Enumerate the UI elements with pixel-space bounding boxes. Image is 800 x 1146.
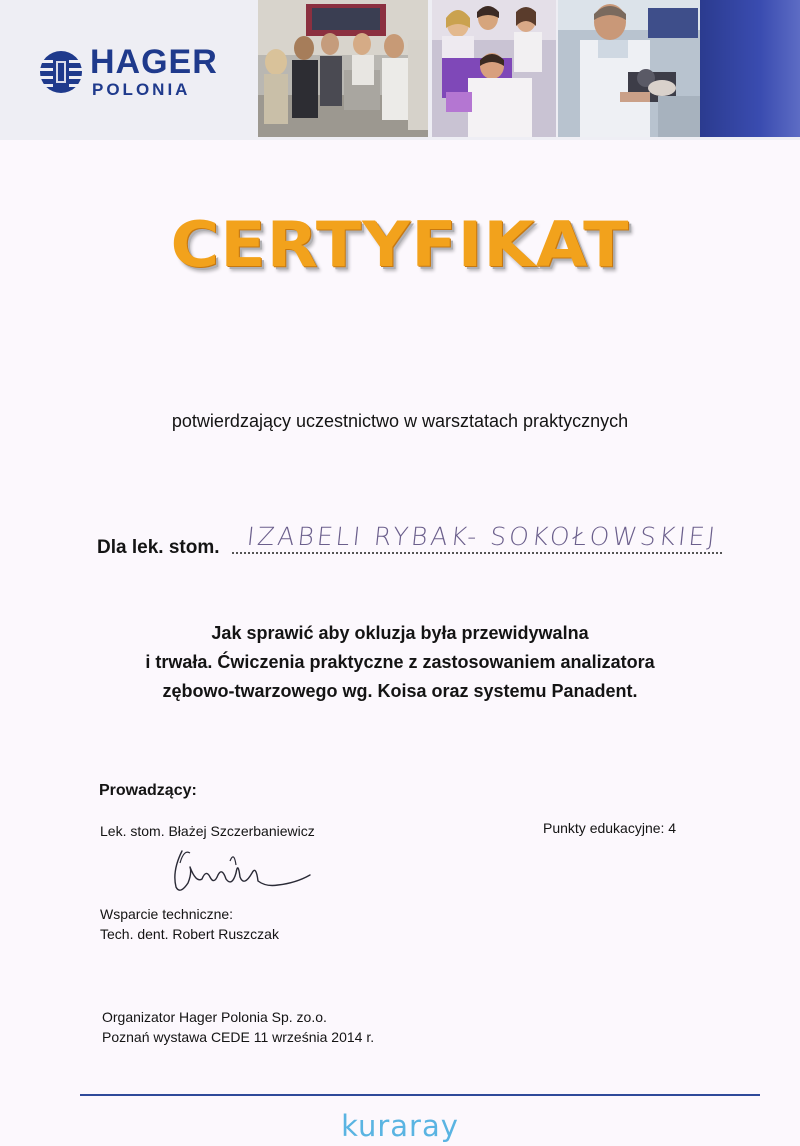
hager-globe-icon	[38, 49, 84, 95]
support-name: Tech. dent. Robert Ruszczak	[100, 926, 279, 942]
dotted-fill-line	[232, 552, 722, 554]
organizer-location-date: Poznań wystawa CEDE 11 września 2014 r.	[102, 1029, 375, 1045]
brand-name: HAGER	[90, 43, 218, 81]
certificate-subtitle: potwierdzający uczestnictwo w warsztatach praktycznych	[171, 411, 629, 431]
recipient-label: Dla lek. stom.	[97, 537, 220, 558]
lead-heading: Prowadzący:	[99, 782, 197, 799]
workshop-line: Jak sprawić aby okluzja była przewidywalna	[211, 623, 589, 643]
kuraray-logo: kuraray	[341, 1109, 459, 1143]
workshop-line: zębowo-twarzowego wg. Koisa oraz systemu Panadent.	[162, 681, 638, 701]
hager-polonia-logo	[38, 45, 238, 100]
footer-divider	[80, 1094, 760, 1096]
certificate-title: CERTYFIKAT	[170, 208, 630, 281]
header-band	[0, 0, 800, 140]
support-heading: Wsparcie techniczne:	[100, 906, 234, 922]
header-blue-strip	[700, 0, 800, 137]
workshop-line: i trwała. Ćwiczenia praktyczne z zastosowaniem analizatora	[145, 652, 655, 672]
instructor-with-articulator-photo	[558, 0, 700, 137]
lead-signature	[170, 843, 318, 903]
recipient-line	[97, 522, 757, 572]
dental-workshop-group-photo	[258, 0, 428, 137]
lead-name: Lek. stom. Błażej Szczerbaniewicz	[100, 823, 315, 839]
education-points: Punkty edukacyjne: 4	[543, 820, 677, 836]
workshop-title	[0, 619, 800, 706]
recipient-name-handwritten: IZABELI RYBAK- SOKOŁOWSKIEJ	[245, 522, 720, 551]
students-with-instructor-photo	[432, 0, 556, 137]
brand-subtitle: POLONIA	[92, 80, 191, 99]
organizer-line: Organizator Hager Polonia Sp. zo.o.	[102, 1009, 327, 1025]
